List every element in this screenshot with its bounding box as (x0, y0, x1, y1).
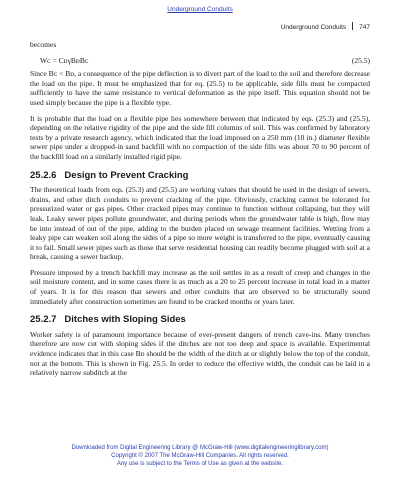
running-header (281, 22, 370, 31)
footer-terms-link[interactable]: Any use is subject to the Terms of Use as given at the website. (116, 461, 284, 467)
section-title: Design to Prevent Cracking (64, 169, 189, 181)
footer-copyright-link[interactable]: Copyright © 2007 The McGraw-Hill Companies. All rights reserved. (111, 453, 289, 459)
paragraph-1: Since Bᴄ < Bᴅ, a consequence of the pipe deflection is to divert part of the load to the soil and therefore decrease the load on the pipe. It must be emphasized that for eq. (25.5) to be applicable, side fills must be compacted sufficiently to have the same resistance to vertical deformation as the pipe itself. This equation should not be used simply because the pipe is a flexible type. (30, 69, 370, 107)
section-number: 25.2.6 (30, 169, 57, 181)
section-title: Ditches with Sloping Sides (64, 314, 186, 326)
header-divider (352, 22, 353, 30)
paragraph-2: It is probable that the load on a flexible pipe lies somewhere between that indicated by eqs. (25.3) and (25.5), depending on the relative rigidity of the pipe and the side fill columns of soil. This was confirmed by laboratory tests by a private research agency, which indicated that the load imposed on a 250 mm (10 in.) diameter flexible sewer pipe under a dropped-in sand backfill with no compaction of the side fills was about 70 to 90 percent of the backfill load on a similarly installed rigid pipe. (30, 113, 370, 161)
footer-download-link[interactable]: Downloaded from Digital Engineering Library @ McGraw-Hill (www.digitalengineeringlibrary.com) (71, 445, 329, 451)
page-number: 747 (359, 24, 370, 31)
section-heading-sloping (30, 315, 370, 325)
footer (0, 444, 400, 468)
section-number: 25.2.7 (30, 314, 57, 326)
paragraph-4: Pressure imposed by a trench backfill may increase as the soil settles in as a result of creep and changes in the soil moisture content, and in some cases there is as much as a 20 to 25 percent increase in total load in a matter of years. It is for this reason that sewers and other conduits that are observed to be structurally sound immediately after construction sometimes are found to be cracked months or years later. (30, 267, 370, 306)
paragraph-3: The theoretical loads from eqs. (25.3) and (25.5) are working values that should be used in the design of sewers, drains, and other ditch conduits to prevent cracking of the pipe. Obviously, cracking cannot be tolerated for pressurized water or gas pipes. Other cracked pipes may continue to function without collapsing, but they will leak. Leaky sewer pipes pollute groundwater, and during periods when the groundwater table is high, flow may be into instead of out of the pipe, adding to the burden placed on sewage treatment facilities. Wetting from a leaky pipe can weaken soil along the sides of a pipe so more weight is transferred to the pipe, eventually causing it to fail. Small sewer pipes such as those that serve residential housing can readily become plugged with soil at a break, causing a sewer backup. (30, 185, 370, 262)
running-title: Underground Conduits (280, 24, 347, 31)
equation (40, 56, 370, 66)
body-text (30, 40, 370, 384)
section-heading-cracking (30, 171, 370, 181)
paragraph-5: Worker safety is of paramount importance because of ever-present dangers of trench cave-ins. Many trenches therefore are now cut with sloping sides if the ditches are not too deep and space is available. Experimental evidence indicates that in this case Bᴅ should be the width of the ditch at or slightly below the top of the conduit, not at the bottom. This is shown in Fig. 25.5. In order to reduce the effective width, the conduit can be laid in a relatively narrow subditch at the (30, 329, 370, 378)
equation-text: Wᴄ = CᴅγBᴅBᴄ (40, 55, 89, 65)
becomes-text: becomes (30, 40, 57, 49)
top-chapter-link[interactable]: Underground Conduits (167, 6, 233, 13)
equation-number: (25.5) (351, 55, 370, 65)
